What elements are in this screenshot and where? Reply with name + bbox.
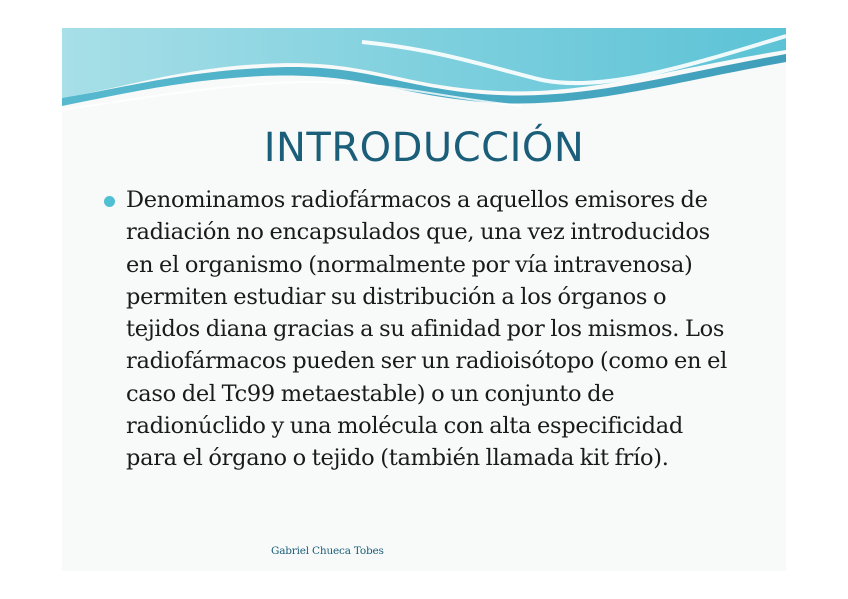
bullet-line: caso del Tc99 metaestable) o un conjunto de	[126, 380, 615, 407]
slide	[62, 28, 786, 571]
bullet-text	[126, 184, 744, 475]
slide-title: INTRODUCCIÓN	[263, 125, 585, 171]
bullet-line: permiten estudiar su distribución a los órganos o	[126, 283, 667, 310]
bullet-line: radiofármacos pueden ser un radioisótopo (como en el	[126, 348, 728, 375]
footer-author: Gabriel Chueca Tobes	[271, 545, 384, 557]
bullet-line: Denominamos radiofármacos a aquellos emisores de	[126, 187, 708, 213]
bullet-item	[104, 184, 744, 475]
wave-banner	[62, 28, 786, 118]
bullet-dot-icon	[104, 196, 115, 207]
bullet-line: radionúclido y una molécula con alta especificidad	[126, 413, 683, 440]
bullet-line: tejidos diana gracias a su afinidad por los mismos. Los	[126, 316, 725, 343]
bullet-line: en el organismo (normalmente por vía intravenosa)	[126, 251, 693, 278]
bullet-line: radiación no encapsulados que, una vez introducidos	[126, 219, 710, 246]
bullet-line: para el órgano o tejido (también llamada kit frío).	[126, 445, 669, 472]
